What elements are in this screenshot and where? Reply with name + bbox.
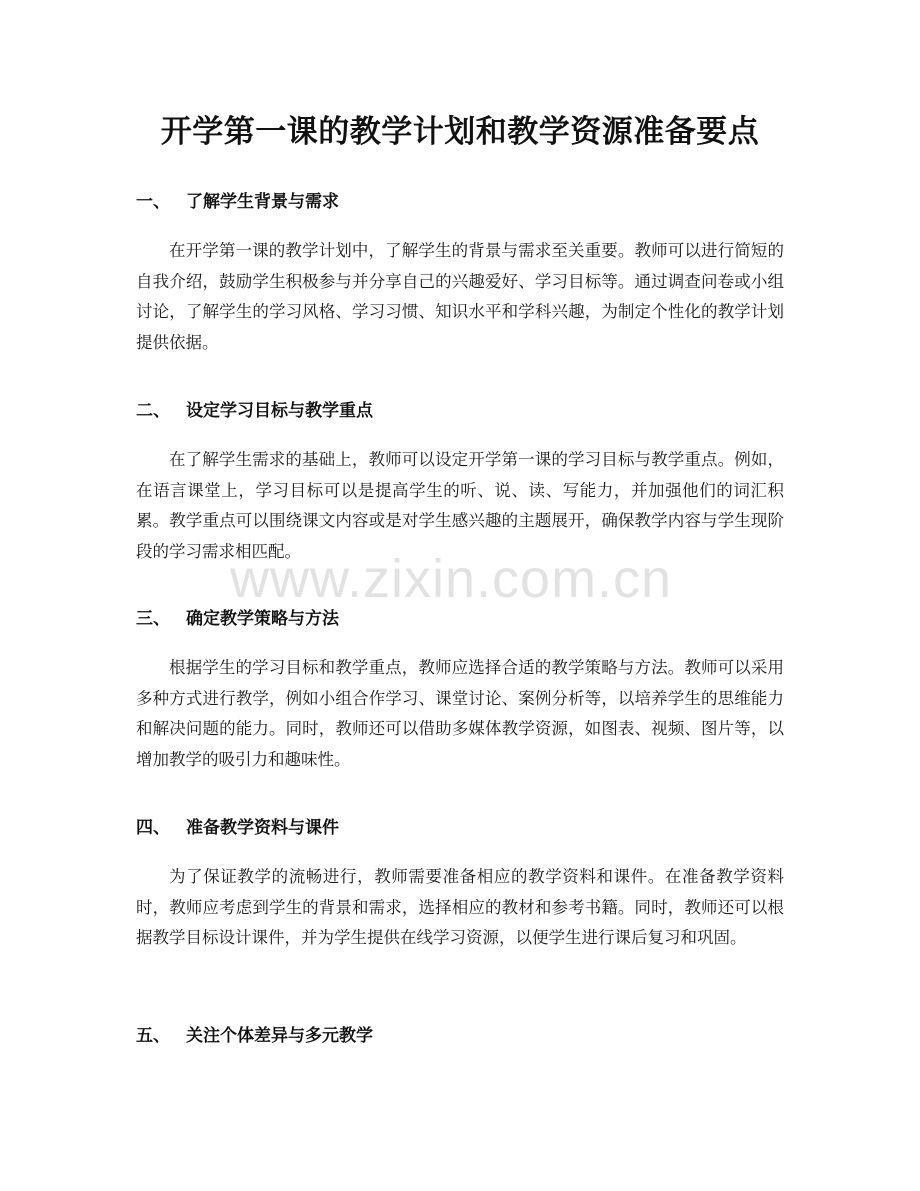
section-number-5: 五、 [136,1026,170,1046]
section-number-4: 四、 [136,818,170,838]
section-heading-5 [136,1024,373,1048]
section-title-4: 准备教学资料与课件 [186,818,339,838]
section-paragraph-3: 根据学生的学习目标和教学重点，教师应选择合适的教学策略与方法。教师可以采用多种方式进行教学，例如小组合作学习、课堂讨论、案例分析等，以培养学生的思维能力和解决问题的能力。同时，教师还可以借助多媒体教学资源，如图表、视频、图片等，以增加教学的吸引力和趣味性。 [136,658,784,769]
section-paragraph-2: 在了解学生需求的基础上，教师可以设定开学第一课的学习目标与教学重点。例如，在语言课堂上，学习目标可以是提高学生的听、说、读、写能力，并加强他们的词汇积累。教学重点可以围绕课文内容或是对学生感兴趣的主题展开，确保教学内容与学生现阶段的学习需求相匹配。 [136,450,784,561]
section-heading-1 [136,190,339,214]
section-title-1: 了解学生背景与需求 [186,192,339,212]
document-title: 开学第一课的教学计划和教学资源准备要点 [160,114,760,150]
section-title-5: 关注个体差异与多元教学 [186,1026,373,1046]
section-number-2: 二、 [136,401,170,421]
section-number-3: 三、 [136,609,170,629]
section-paragraph-1: 在开学第一课的教学计划中，了解学生的背景与需求至关重要。教师可以进行简短的自我介绍，鼓励学生积极参与并分享自己的兴趣爱好、学习目标等。通过调查问卷或小组讨论，了解学生的学习风格、学习习惯、知识水平和学科兴趣，为制定个性化的教学计划提供依据。 [136,241,784,352]
section-heading-4 [136,816,339,840]
section-title-2: 设定学习目标与教学重点 [186,401,373,421]
section-number-1: 一、 [136,192,170,212]
section-heading-2 [136,399,373,423]
section-heading-3 [136,607,339,631]
section-paragraph-4: 为了保证教学的流畅进行，教师需要准备相应的教学资料和课件。在准备教学资料时，教师应考虑到学生的背景和需求，选择相应的教材和参考书籍。同时，教师还可以根据教学目标设计课件，并为学生提供在线学习资源，以便学生进行课后复习和巩固。 [136,867,784,947]
section-title-3: 确定教学策略与方法 [186,609,339,629]
watermark-text: www.zixin.com.cn [230,549,673,609]
